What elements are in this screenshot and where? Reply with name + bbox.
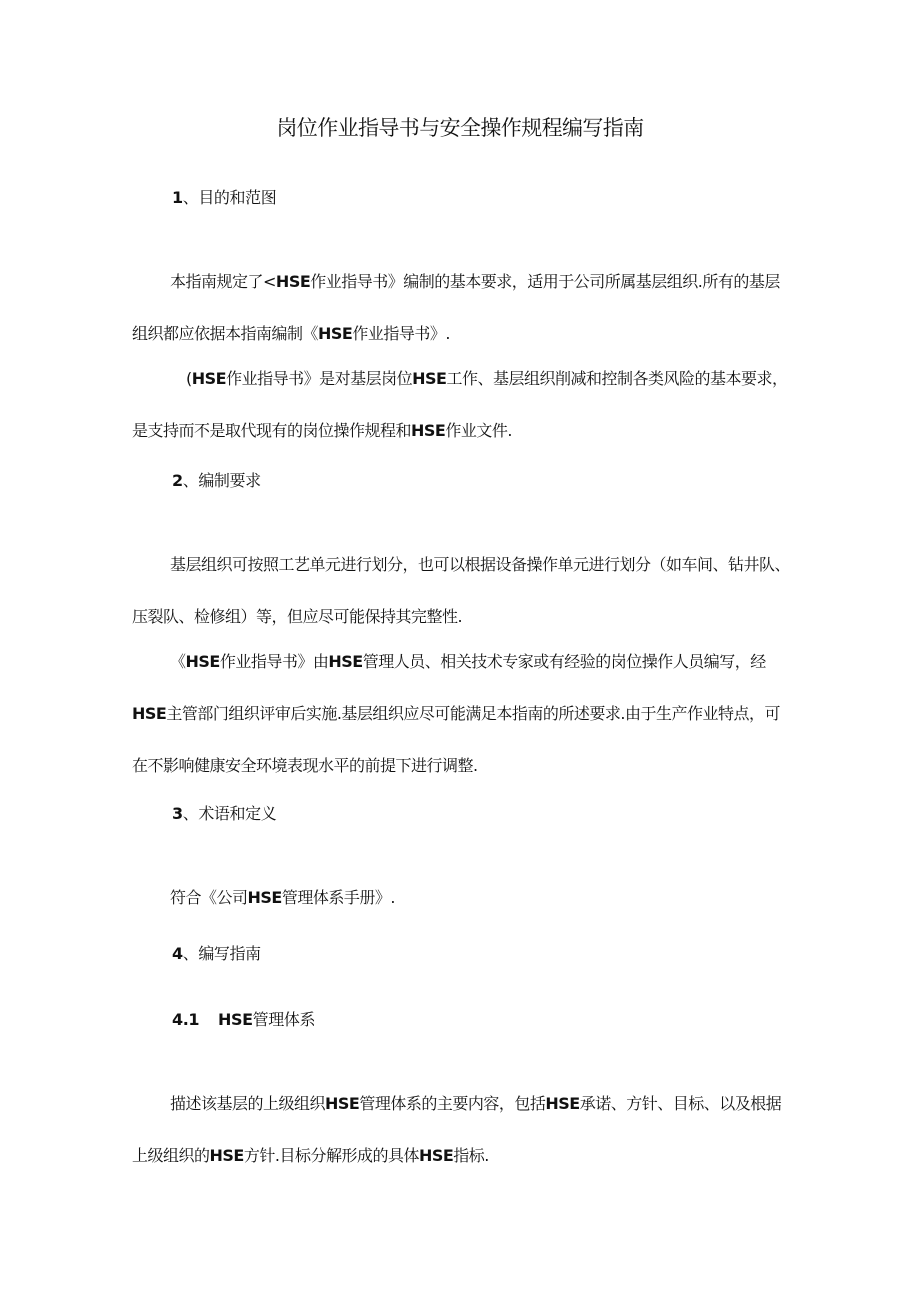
- section-4-1-paragraph-1: 描述该基层的上级组织HSE管理体系的主要内容，包括HSE承诺、方针、目标、以及根据上级组织的HSE方针.目标分解形成的具体HSE指标.: [132, 1094, 782, 1165]
- section-1-paragraph-1: 本指南规定了<HSE作业指导书》编制的基本要求，适用于公司所属基层组织.所有的基层组织都应依据本指南编制《HSE作业指导书》.: [132, 272, 780, 343]
- section-1-number: 1: [172, 188, 183, 207]
- section-4-1-heading: [172, 1008, 315, 1032]
- section-1-title: 、目的和范图: [182, 188, 277, 207]
- section-4-number: 4: [172, 944, 183, 963]
- section-2-heading: [172, 469, 261, 493]
- section-2-paragraph-2: 《HSE作业指导书》由HSE管理人员、相关技术专家或有经验的岗位操作人员编写，经HSE主管部门组织评审后实施.基层组织应尽可能满足本指南的所述要求.由于生产作业特点，可在不影响健康安全环境表现水平的前提下进行调整.: [132, 652, 781, 775]
- section-4-1-prefix: HSE: [218, 1010, 253, 1029]
- section-2-number: 2: [172, 471, 183, 490]
- section-2-paragraph-1: 基层组织可按照工艺单元进行划分，也可以根据设备操作单元进行划分（如车间、钻井队、压裂队、检修组）等，但应尽可能保持其完整性.: [132, 555, 791, 626]
- section-2-title: 、编制要求: [182, 471, 261, 490]
- section-1-heading: [172, 186, 276, 210]
- section-4-1-title: 管理体系: [252, 1010, 316, 1029]
- section-1-paragraph-2: (HSE作业指导书》是对基层岗位HSE工作、基层组织削减和控制各类风险的基本要求，是支持而不是取代现有的岗位操作规程和HSE作业文件.: [132, 369, 788, 440]
- document-title: 岗位作业指导书与安全操作规程编写指南: [276, 116, 644, 140]
- section-3-number: 3: [172, 804, 183, 823]
- section-4-title: 、编写指南: [182, 944, 261, 963]
- section-4-1-number: 4.1: [172, 1010, 200, 1029]
- section-3-paragraph-1: 符合《公司HSE管理体系手册》.: [170, 888, 395, 907]
- section-4-heading: [172, 942, 261, 966]
- section-3-title: 、术语和定义: [182, 804, 277, 823]
- section-3-heading: [172, 802, 276, 826]
